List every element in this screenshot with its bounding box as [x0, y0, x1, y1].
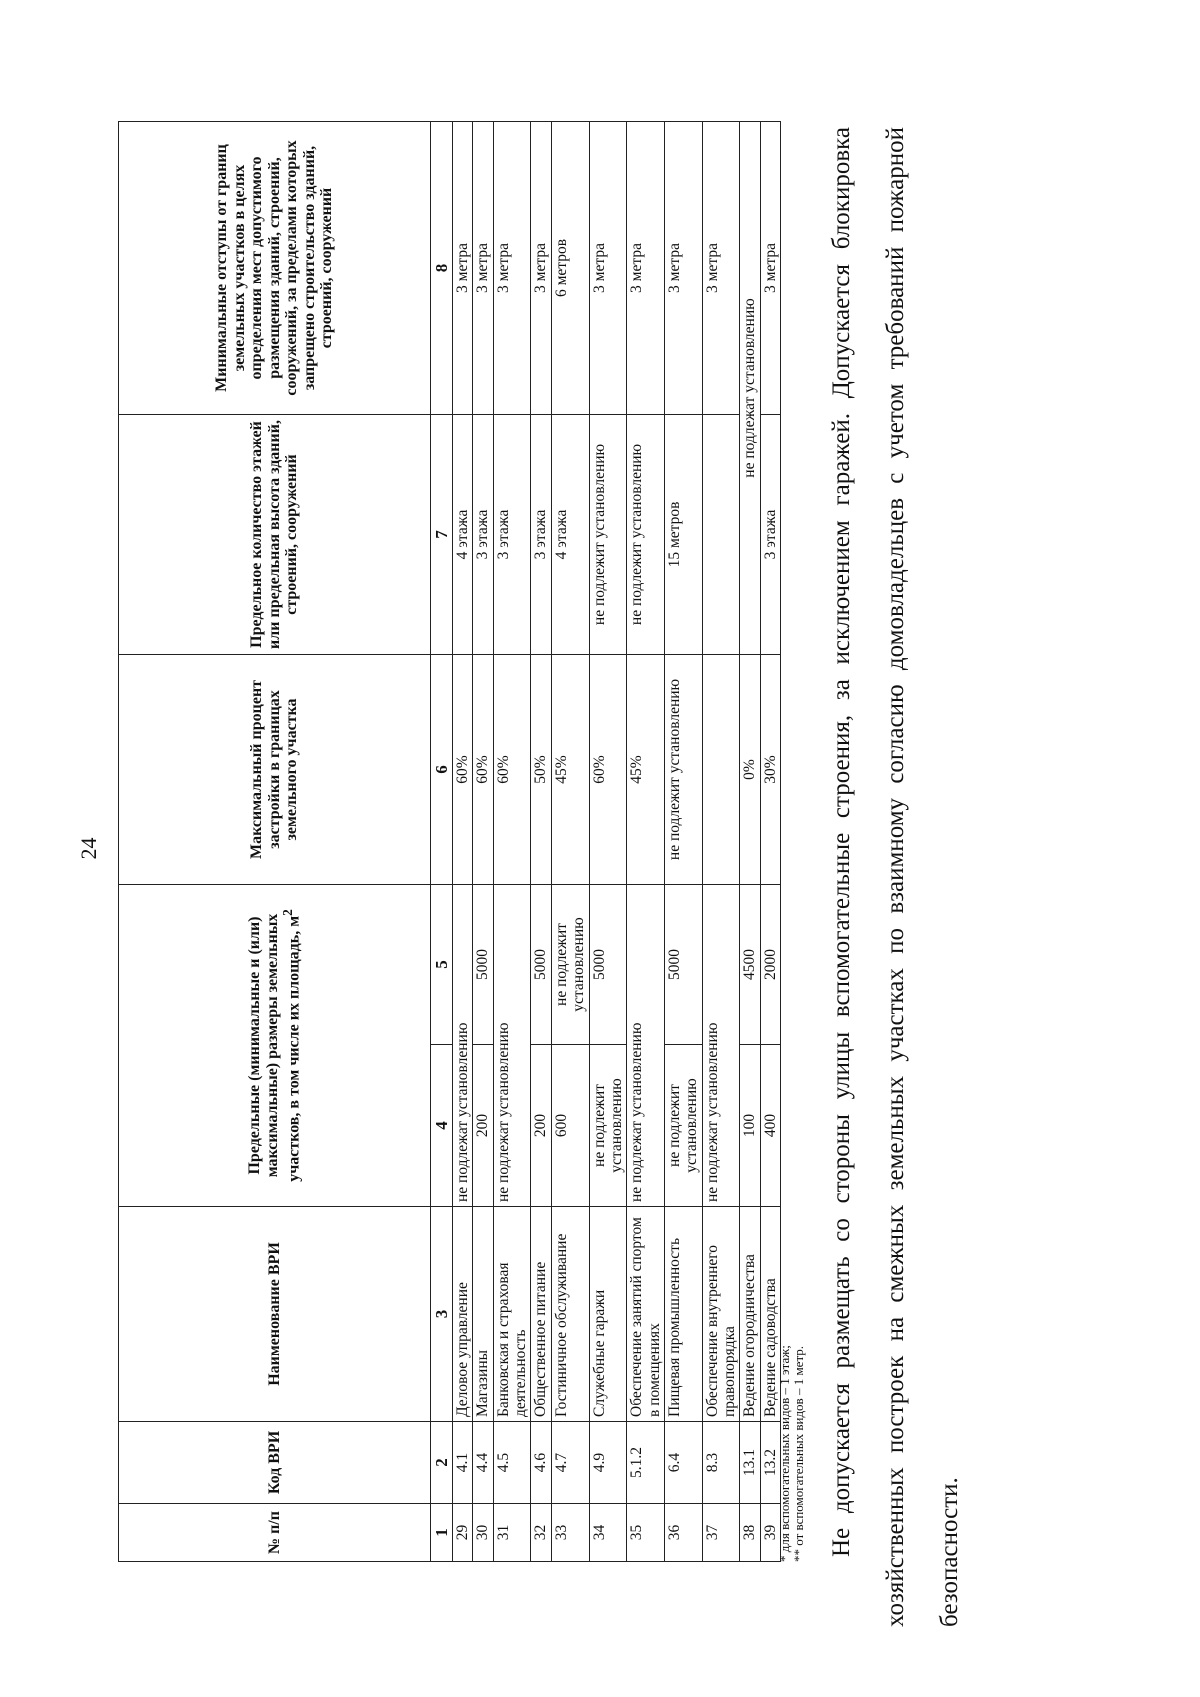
- cell-name: Пищевая промышленность: [664, 1207, 702, 1422]
- cell-name: Банковская и страховая деятельность: [493, 1207, 531, 1422]
- cell-name: Ведение садоводства: [760, 1207, 780, 1422]
- body-paragraph: [815, 127, 977, 1627]
- cell-area: не подлежат установлению: [453, 884, 473, 1206]
- cell-percent: не подлежит установлению: [664, 654, 702, 884]
- cell-setback: 3 метра: [627, 121, 665, 414]
- cell-setback: 3 метра: [760, 121, 780, 414]
- table-row: [627, 121, 665, 1561]
- cell-area: не подлежат установлению: [702, 884, 740, 1206]
- cell-floors-setback: не подлежат установлению: [740, 121, 760, 654]
- cell-floors: [702, 414, 740, 654]
- cell-floors: 15 метров: [664, 414, 702, 654]
- cell-area-min: не подлежит установлению: [664, 1045, 702, 1207]
- cell-name: Гостиничное обслуживание: [551, 1207, 589, 1422]
- cell-area-min: 200: [473, 1045, 493, 1207]
- cell-floors: 4 этажа: [453, 414, 473, 654]
- cell-area-max: 4500: [740, 884, 760, 1044]
- cell-code: 4.1: [453, 1422, 473, 1504]
- cell-n: 29: [453, 1504, 473, 1562]
- table-row: [664, 121, 702, 1561]
- cell-area-max: 5000: [589, 884, 627, 1044]
- header-percent: Максимальный процент застройки в границах земельного участка: [119, 654, 431, 884]
- cell-n: 30: [473, 1504, 493, 1562]
- cell-floors: не подлежит установлению: [589, 414, 627, 654]
- footnotes: [778, 1345, 807, 1562]
- column-number: 1: [431, 1504, 453, 1562]
- cell-floors: 3 этажа: [531, 414, 551, 654]
- cell-setback: 3 метра: [702, 121, 740, 414]
- cell-setback: 3 метра: [589, 121, 627, 414]
- cell-name: Служебные гаражи: [589, 1207, 627, 1422]
- cell-name: Обеспечение занятий спортом в помещениях: [627, 1207, 665, 1422]
- cell-n: 38: [740, 1504, 760, 1562]
- table-row: [702, 121, 740, 1561]
- cell-floors: 3 этажа: [760, 414, 780, 654]
- cell-n: 36: [664, 1504, 702, 1562]
- header-floors: Предельное количество этажей или предельная высота зданий, строений, сооружений: [119, 414, 431, 654]
- cell-code: 13.1: [740, 1422, 760, 1504]
- cell-area-min: не подлежит установлению: [589, 1045, 627, 1207]
- cell-area: не подлежат установлению: [493, 884, 531, 1206]
- cell-code: 5.1.2: [627, 1422, 665, 1504]
- cell-code: 4.4: [473, 1422, 493, 1504]
- cell-name: Общественное питание: [531, 1207, 551, 1422]
- header-area-text: Предельные (минимальные и (или) максимальные) размеры земельных участков, в том числе их площадь, м: [245, 913, 303, 1182]
- cell-setback: 3 метра: [493, 121, 531, 414]
- cell-area-max: 5000: [531, 884, 551, 1044]
- table-row: [531, 121, 551, 1561]
- cell-name: Ведение огородничества: [740, 1207, 760, 1422]
- cell-code: 4.7: [551, 1422, 589, 1504]
- cell-percent: 60%: [453, 654, 473, 884]
- cell-n: 35: [627, 1504, 665, 1562]
- cell-n: 31: [493, 1504, 531, 1562]
- cell-percent: 45%: [551, 654, 589, 884]
- cell-code: 4.9: [589, 1422, 627, 1504]
- cell-name: Деловое управление: [453, 1207, 473, 1422]
- cell-n: 33: [551, 1504, 589, 1562]
- header-row: [119, 121, 431, 1561]
- cell-name: Обеспечение внутреннего правопорядка: [702, 1207, 740, 1422]
- column-number-row: [431, 121, 453, 1561]
- cell-setback: 3 метра: [453, 121, 473, 414]
- cell-n: 37: [702, 1504, 740, 1562]
- table-row: [493, 121, 531, 1561]
- paragraph-text: Не допускается размещать со стороны улицы вспомогательные строения, за исключением гаражей. Допускается блокировка хозяйственных построек на смежных земельных участках по взаимному согласию домовладельцев с учетом требований пожарной безопасности.: [828, 127, 963, 1627]
- header-name: Наименование ВРИ: [119, 1207, 431, 1422]
- cell-percent: 0%: [740, 654, 760, 884]
- cell-percent: 60%: [589, 654, 627, 884]
- column-number: 8: [431, 121, 453, 414]
- page-number: 24: [76, 837, 101, 860]
- cell-area-min: 100: [740, 1045, 760, 1207]
- cell-setback: 3 метра: [531, 121, 551, 414]
- land-use-table: [118, 121, 781, 1562]
- cell-code: 13.2: [760, 1422, 780, 1504]
- cell-percent: 60%: [473, 654, 493, 884]
- cell-percent: 50%: [531, 654, 551, 884]
- cell-percent: [702, 654, 740, 884]
- cell-name: Магазины: [473, 1207, 493, 1422]
- table-row: [589, 121, 627, 1561]
- cell-area-max: 5000: [473, 884, 493, 1044]
- header-code: Код ВРИ: [119, 1422, 431, 1504]
- cell-code: 4.6: [531, 1422, 551, 1504]
- cell-setback: 3 метра: [664, 121, 702, 414]
- cell-code: 8.3: [702, 1422, 740, 1504]
- cell-percent: 30%: [760, 654, 780, 884]
- table-row: [473, 121, 493, 1561]
- cell-floors: 3 этажа: [493, 414, 531, 654]
- column-number: 7: [431, 414, 453, 654]
- table-row: [740, 121, 760, 1561]
- header-n: № п/п: [119, 1504, 431, 1562]
- cell-floors: не подлежит установлению: [627, 414, 665, 654]
- cell-n: 34: [589, 1504, 627, 1562]
- cell-n: 39: [760, 1504, 780, 1562]
- column-number: 3: [431, 1207, 453, 1422]
- header-area-sup: 2: [280, 909, 296, 916]
- cell-area: не подлежат установлению: [627, 884, 665, 1206]
- cell-setback: 3 метра: [473, 121, 493, 414]
- cell-n: 32: [531, 1504, 551, 1562]
- cell-area-max: 2000: [760, 884, 780, 1044]
- cell-percent: 60%: [493, 654, 531, 884]
- cell-code: 4.5: [493, 1422, 531, 1504]
- column-number: 5: [431, 884, 453, 1044]
- table-row: [551, 121, 589, 1561]
- cell-area-max: не подлежит установлению: [551, 884, 589, 1044]
- column-number: 4: [431, 1045, 453, 1207]
- cell-area-min: 200: [531, 1045, 551, 1207]
- cell-percent: 45%: [627, 654, 665, 884]
- column-number: 6: [431, 654, 453, 884]
- cell-code: 6.4: [664, 1422, 702, 1504]
- column-number: 2: [431, 1422, 453, 1504]
- footnote: ** от вспомогательных видов – 1 метр.: [791, 1345, 807, 1562]
- footnote: * для вспомогательных видов – 1 этаж;: [777, 1345, 792, 1562]
- table-row: [453, 121, 473, 1561]
- cell-area-max: 5000: [664, 884, 702, 1044]
- cell-setback: 6 метров: [551, 121, 589, 414]
- cell-area-min: 600: [551, 1045, 589, 1207]
- cell-area-min: 400: [760, 1045, 780, 1207]
- cell-floors: 4 этажа: [551, 414, 589, 654]
- cell-floors: 3 этажа: [473, 414, 493, 654]
- header-area: [119, 884, 431, 1206]
- header-setback: Минимальные отступы от границ земельных участков в целях определения мест допустимого размещения зданий, строений, сооружений, за пределами которых запрещено строительство зданий, строений, сооружений: [119, 121, 431, 414]
